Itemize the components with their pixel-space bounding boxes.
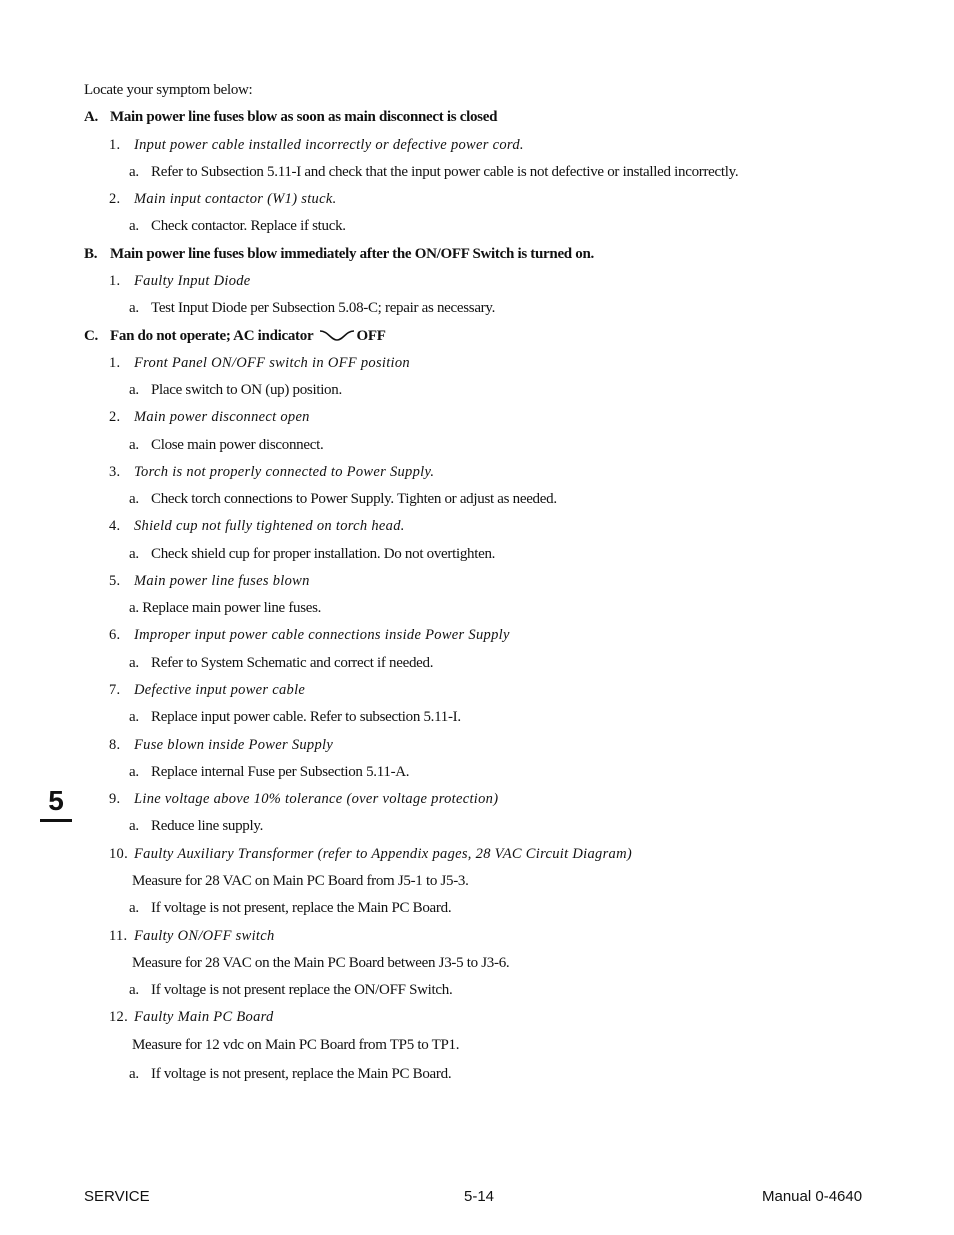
footer-section-name: SERVICE (84, 1188, 150, 1205)
remedy-letter: a. (129, 546, 139, 562)
remedy-text: Refer to Subsection 5.11-I and check that the input power cable is not defective or installed incorrectly. (151, 164, 739, 180)
cause-text: Shield cup not fully tightened on torch head. (134, 518, 405, 534)
symptom-cause (109, 273, 251, 290)
remedy-text: Place switch to ON (up) position. (151, 382, 342, 398)
cause-number: 8. (109, 737, 121, 753)
remedy-text: Test Input Diode per Subsection 5.08-C; repair as necessary. (151, 300, 496, 316)
remedy-text: Replace input power cable. Refer to subsection 5.11-I. (151, 709, 461, 725)
remedy-letter: a. (129, 982, 139, 998)
cause-text: Main power line fuses blown (134, 573, 310, 589)
cause-text: Faulty Auxiliary Transformer (refer to Appendix pages, 28 VAC Circuit Diagram) (134, 846, 632, 862)
cause-number: 1. (109, 137, 121, 153)
cause-text: Faulty ON/OFF switch (134, 928, 275, 944)
cause-number: 1. (109, 273, 121, 289)
cause-number: 3. (109, 464, 121, 480)
cause-text: Faulty Main PC Board (134, 1009, 274, 1025)
remedy-text: Check shield cup for proper installation. Do not overtighten. (151, 546, 496, 562)
remedy-letter: a. (129, 164, 139, 180)
symptom-cause (109, 737, 333, 754)
remedy (129, 818, 263, 835)
symptom-cause (109, 791, 498, 808)
remedy-text: Check torch connections to Power Supply. Tighten or adjust as needed. (151, 491, 557, 507)
cause-number: 2. (109, 409, 121, 425)
cause-number: 10. (109, 846, 129, 862)
cause-text: Fuse blown inside Power Supply (134, 737, 334, 753)
cause-text: Main power disconnect open (134, 409, 310, 425)
remedy (129, 164, 738, 181)
remedy-text: a. Replace main power line fuses. (129, 600, 322, 616)
symptom-cause (109, 137, 524, 154)
remedy (129, 491, 557, 508)
remedy-text: Refer to System Schematic and correct if needed. (151, 655, 434, 671)
ac-sine-wave-icon (319, 327, 355, 346)
symptom-cause (109, 1009, 274, 1026)
symptom-cause (109, 846, 632, 863)
section-a-heading (84, 109, 497, 126)
remedy (129, 900, 451, 917)
section-c-heading (84, 327, 386, 346)
remedy-letter: a. (129, 764, 139, 780)
cause-text: Front Panel ON/OFF switch in OFF position (134, 355, 410, 371)
remedy-text: If voltage is not present, replace the Main PC Board. (151, 900, 452, 916)
footer-manual-number: Manual 0-4640 (762, 1188, 863, 1205)
cause-number: 6. (109, 627, 121, 643)
remedy-text: If voltage is not present replace the ON/OFF Switch. (151, 982, 453, 998)
remedy-letter: a. (129, 1066, 139, 1082)
remedy-letter: a. (129, 437, 139, 453)
remedy-letter: a. (129, 818, 139, 834)
remedy-letter: a. (129, 900, 139, 916)
symptom-cause (109, 355, 410, 372)
measurement-instruction: Measure for 28 VAC on Main PC Board from J5-1 to J5-3. (132, 873, 469, 889)
remedy-text: If voltage is not present, replace the Main PC Board. (151, 1066, 452, 1082)
remedy-letter: a. (129, 491, 139, 507)
remedy-letter: a. (129, 382, 139, 398)
remedy (129, 546, 495, 563)
remedy-letter: a. (129, 655, 139, 671)
footer-page-number: 5-14 (464, 1188, 495, 1205)
cause-number: 5. (109, 573, 121, 589)
symptom-cause (109, 464, 434, 481)
symptom-cause (109, 191, 337, 208)
cause-number: 7. (109, 682, 121, 698)
remedy-text: Replace internal Fuse per Subsection 5.11-A. (151, 764, 410, 780)
remedy-letter: a. (129, 300, 139, 316)
measurement-instruction: Measure for 28 VAC on the Main PC Board between J3-5 to J3-6. (132, 955, 510, 971)
cause-number: 1. (109, 355, 121, 371)
remedy (129, 655, 433, 672)
remedy (129, 382, 342, 399)
section-title: Main power line fuses blow immediately after the ON/OFF Switch is turned on. (110, 246, 594, 262)
remedy (129, 300, 495, 317)
cause-number: 4. (109, 518, 121, 534)
symptom-cause (109, 682, 305, 699)
cause-text: Improper input power cable connections inside Power Supply (134, 627, 510, 643)
remedy (129, 600, 321, 617)
cause-text: Input power cable installed incorrectly or defective power cord. (134, 137, 524, 153)
section-tag: A. (84, 109, 98, 125)
symptom-cause (109, 573, 310, 590)
remedy (129, 218, 346, 235)
remedy-letter: a. (129, 709, 139, 725)
remedy-text: Reduce line supply. (151, 818, 264, 834)
cause-text: Main input contactor (W1) stuck. (134, 191, 337, 207)
symptom-cause (109, 518, 405, 535)
remedy (129, 1066, 451, 1083)
cause-text: Line voltage above 10% tolerance (over voltage protection) (134, 791, 499, 807)
section-tag: C. (84, 327, 98, 344)
section-b-heading (84, 246, 594, 263)
remedy (129, 709, 461, 726)
section-title: Main power line fuses blow as soon as main disconnect is closed (110, 109, 498, 125)
symptom-cause (109, 627, 510, 644)
remedy (129, 982, 452, 999)
remedy (129, 437, 323, 454)
remedy-text: Check contactor. Replace if stuck. (151, 218, 346, 234)
cause-text: Torch is not properly connected to Power Supply. (134, 464, 435, 480)
chapter-tab-number: 5 (40, 784, 72, 822)
cause-number: 11. (109, 928, 128, 944)
symptom-cause (109, 409, 310, 426)
cause-text: Faulty Input Diode (134, 273, 251, 289)
intro-text: Locate your symptom below: (84, 82, 253, 98)
section-title-status: OFF (356, 327, 386, 344)
section-title: Fan do not operate; AC indicator (110, 327, 314, 344)
remedy-letter: a. (129, 218, 139, 234)
cause-text: Defective input power cable (134, 682, 306, 698)
symptom-cause (109, 928, 275, 945)
measurement-instruction: Measure for 12 vdc on Main PC Board from TP5 to TP1. (132, 1037, 460, 1053)
remedy (129, 764, 409, 781)
remedy-text: Close main power disconnect. (151, 437, 324, 453)
cause-number: 9. (109, 791, 121, 807)
cause-number: 2. (109, 191, 121, 207)
cause-number: 12. (109, 1009, 129, 1025)
section-tag: B. (84, 246, 98, 262)
